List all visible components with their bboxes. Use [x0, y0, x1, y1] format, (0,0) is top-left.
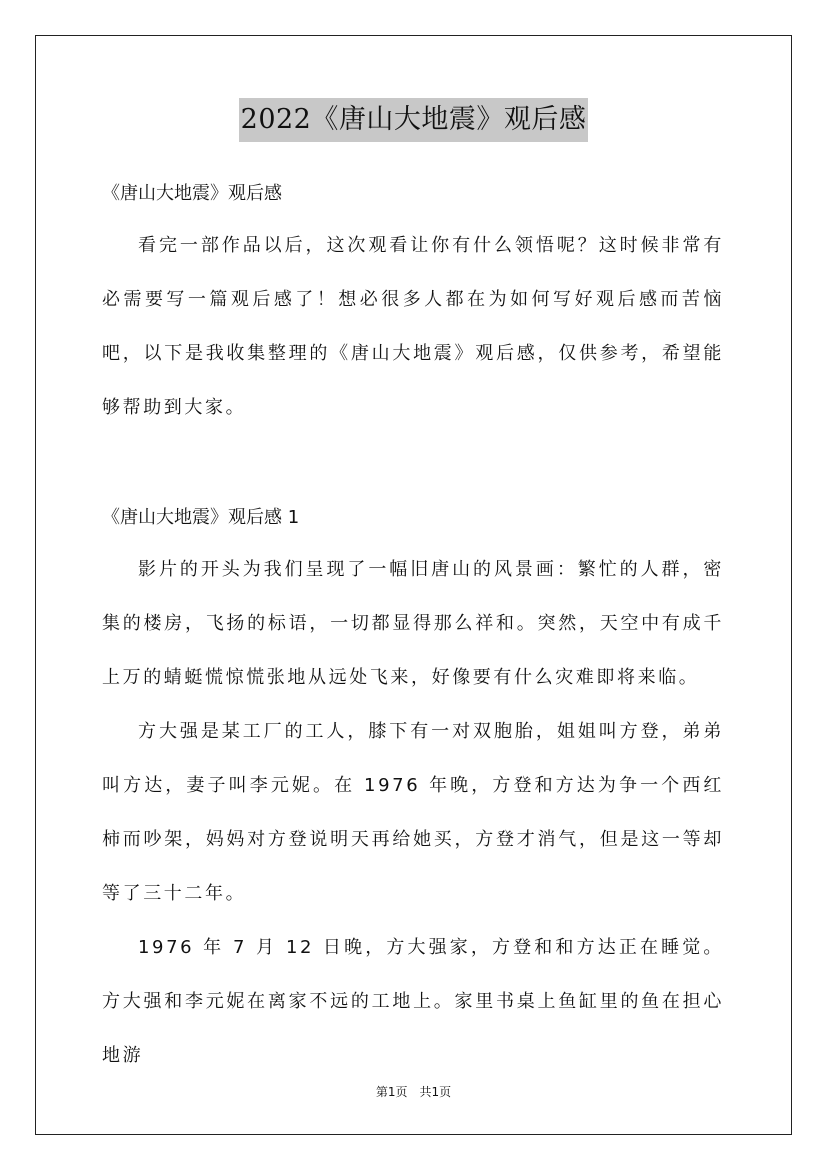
page-total: 共1页	[419, 1085, 452, 1099]
document-title: 2022《唐山大地震》观后感	[239, 98, 589, 142]
page-number: 第1页	[375, 1085, 408, 1099]
section1-paragraph-3: 1976 年 7 月 12 日晚，方大强家，方登和和方达正在睡觉。方大强和李元妮在离家不远的工地上。家里书桌上鱼缸里的鱼在担心地游	[102, 937, 724, 1066]
section1-heading: 《唐山大地震》观后感 1	[102, 507, 300, 528]
title-container	[0, 98, 827, 142]
intro-heading: 《唐山大地震》观后感	[102, 183, 282, 204]
section-spacer	[102, 435, 724, 499]
document-body	[102, 175, 724, 1083]
intro-paragraph: 看完一部作品以后，这次观看让你有什么领悟呢？这时候非常有必需要写一篇观后感了！想必很多人都在为如何写好观后感而苦恼吧，以下是我收集整理的《唐山大地震》观后感，仅供参考，希望能够帮助到大家。	[102, 235, 724, 418]
page-footer	[0, 1083, 827, 1100]
section1-paragraph-1: 影片的开头为我们呈现了一幅旧唐山的风景画：繁忙的人群，密集的楼房，飞扬的标语，一切都显得那么祥和。突然，天空中有成千上万的蜻蜓慌惊慌张地从远处飞来，好像要有什么灾难即将来临。	[102, 559, 724, 688]
section1-paragraph-2: 方大强是某工厂的工人，膝下有一对双胞胎，姐姐叫方登，弟弟叫方达，妻子叫李元妮。在 1976 年晚，方登和方达为争一个西红柿而吵架，妈妈对方登说明天再给她买，方登才消气，但是这一等却等了三十二年。	[102, 721, 724, 904]
